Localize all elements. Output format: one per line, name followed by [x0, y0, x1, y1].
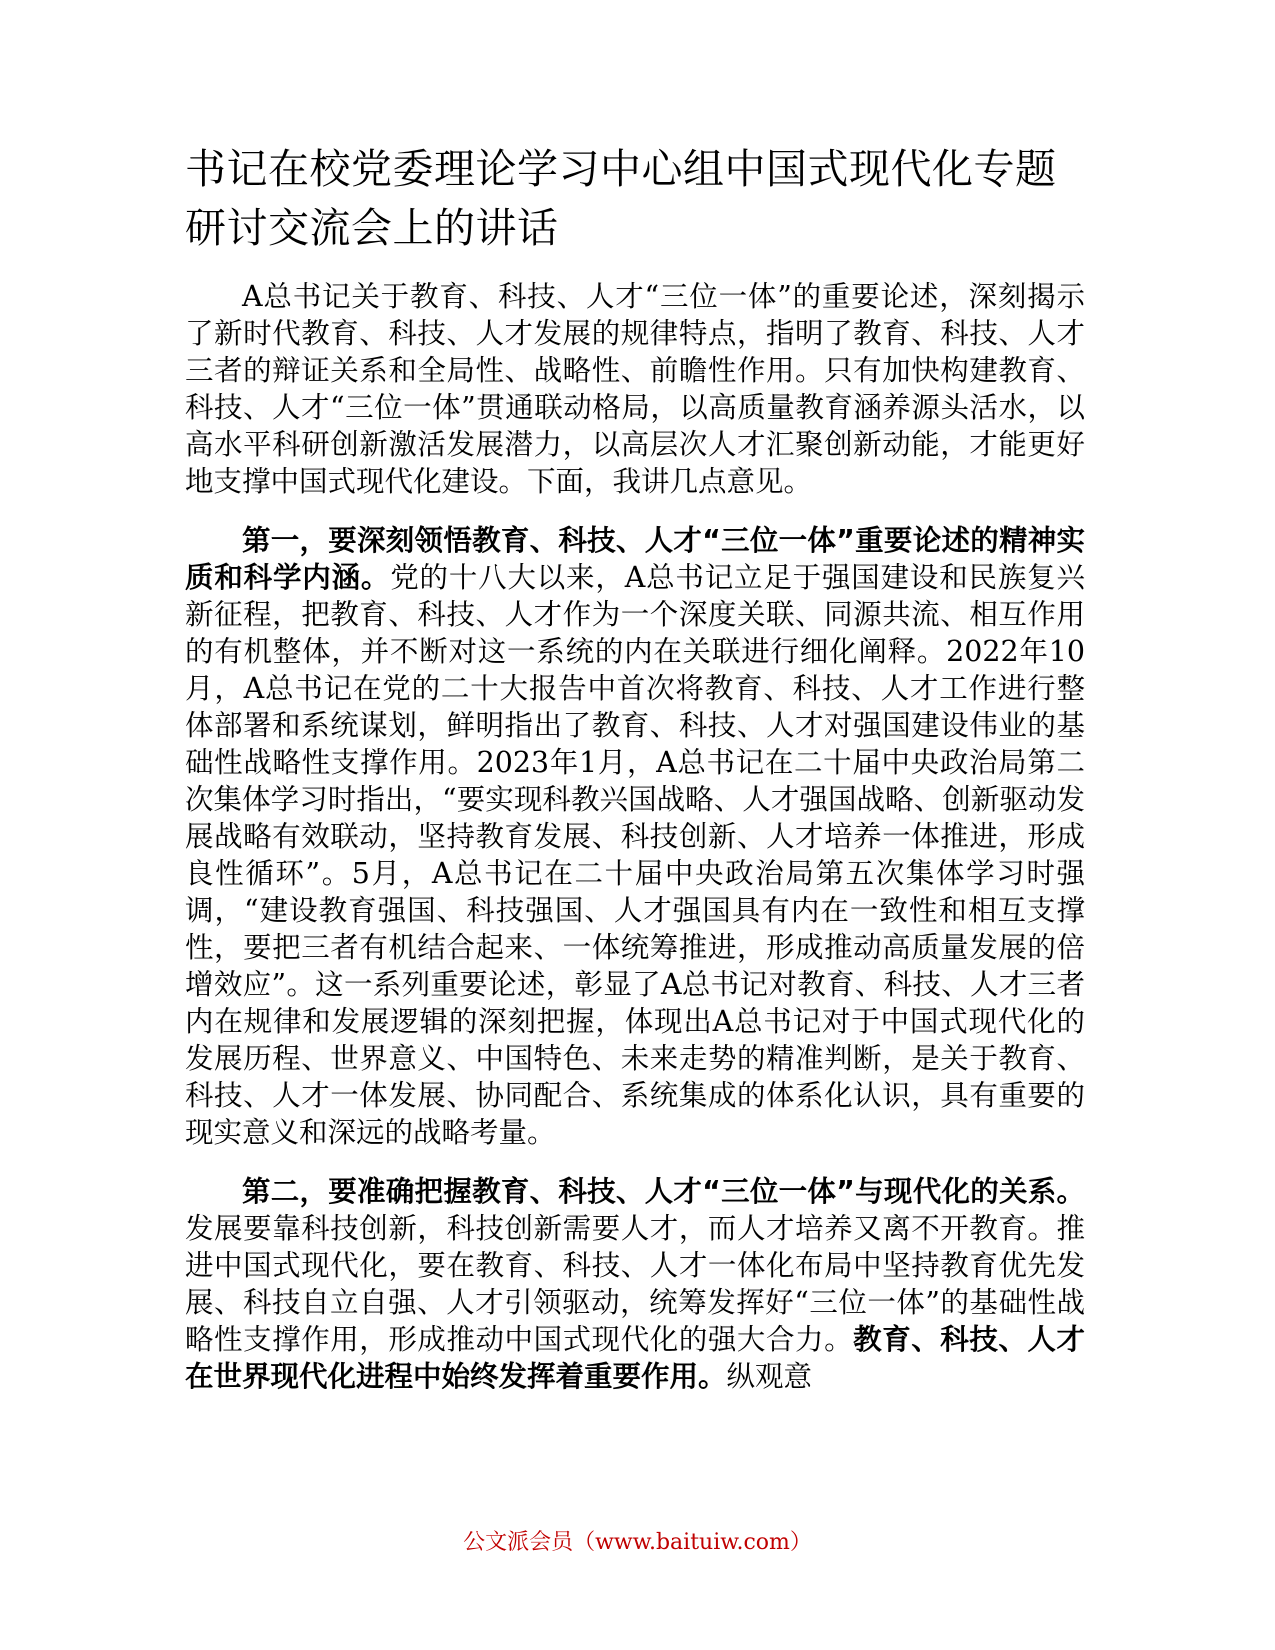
section-2-subheading: 教育、科技、人才在世界现代化进程中始终发挥着重要作用。	[185, 1323, 1085, 1393]
document-page	[185, 140, 1085, 1395]
section-2-heading: 第二，要准确把握教育、科技、人才“三位一体”与现代化的关系。	[242, 1175, 1085, 1208]
footer-watermark: 公文派会员（www.baituiw.com）	[463, 1530, 812, 1555]
document-title: 书记在校党委理论学习中心组中国式现代化专题研讨交流会上的讲话	[185, 145, 1057, 252]
section-1-body: 党的十八大以来，A总书记立足于强国建设和民族复兴新征程，把教育、科技、人才作为一个深度关联、同源共流、相互作用的有机整体，并不断对这一系统的内在关联进行细化阐释。2022年10月，A总书记在党的二十大报告中首次将教育、科技、人才工作进行整体部署和系统谋划，鲜明指出了教育、科技、人才对强国建设伟业的基础性战略性支撑作用。2023年1月，A总书记在二十届中央政治局第二次集体学习时指出，“要实现科教兴国战略、人才强国战略、创新驱动发展战略有效联动，坚持教育发展、科技创新、人才培养一体推进，形成良性循环”。5月，A总书记在二十届中央政治局第五次集体学习时强调，“建设教育强国、科技强国、人才强国具有内在一致性和相互支撑性，要把三者有机结合起来、一体统筹推进，形成推动高质量发展的倍增效应”。这一系列重要论述，彰显了A总书记对教育、科技、人才三者内在规律和发展逻辑的深刻把握，体现出A总书记对于中国式现代化的发展历程、世界意义、中国特色、未来走势的精准判断，是关于教育、科技、人才一体发展、协同配合、系统集成的体系化认识，具有重要的现实意义和深远的战略考量。	[185, 561, 1085, 1149]
section-2-paragraph	[185, 1173, 1085, 1395]
section-2-body: 发展要靠科技创新，科技创新需要人才，而人才培养又离不开教育。推进中国式现代化，要在教育、科技、人才一体化布局中坚持教育优先发展、科技自立自强、人才引领驱动，统筹发挥好“三位一体”的基础性战略性支撑作用，形成推动中国式现代化的强大合力。	[185, 1212, 1085, 1356]
section-1-paragraph	[185, 522, 1085, 1151]
intro-paragraph: A总书记关于教育、科技、人才“三位一体”的重要论述，深刻揭示了新时代教育、科技、人才发展的规律特点，指明了教育、科技、人才三者的辩证关系和全局性、战略性、前瞻性作用。只有加快构建教育、科技、人才“三位一体”贯通联动格局，以高质量教育涵养源头活水，以高水平科研创新激活发展潜力，以高层次人才汇聚创新动能，才能更好地支撑中国式现代化建设。下面，我讲几点意见。	[185, 280, 1085, 498]
section-1-heading: 第一，要深刻领悟教育、科技、人才“三位一体”重要论述的精神实质和科学内涵。	[185, 524, 1085, 594]
section-2-tail: 纵观意	[726, 1360, 813, 1393]
